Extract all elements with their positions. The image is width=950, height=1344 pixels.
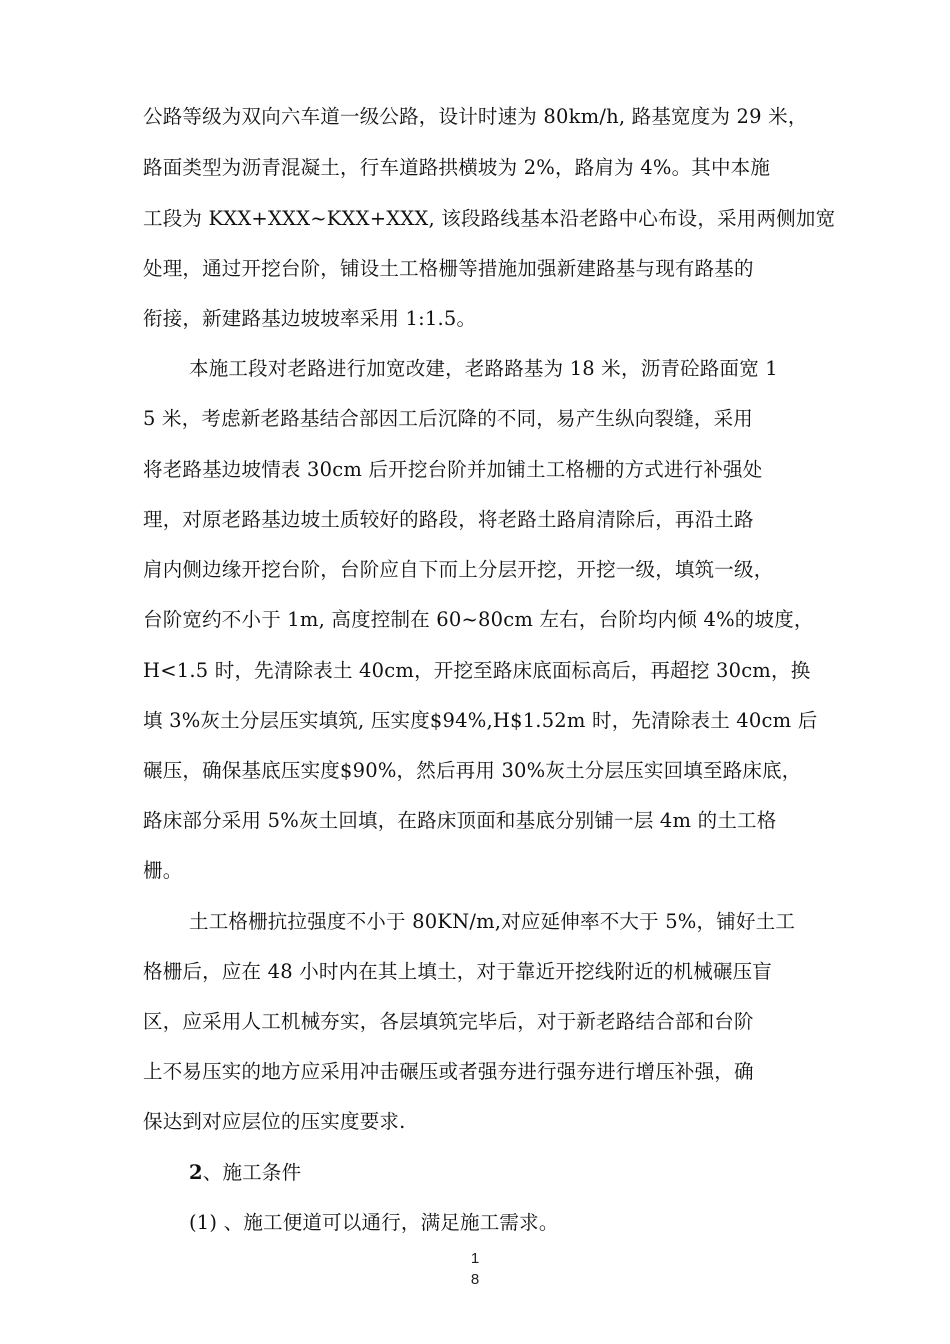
text-line: 上不易压实的地方应采用冲击碾压或者强夯进行强夯进行增压补强，确 [143, 1060, 754, 1083]
page-number-line-1: 1 [470, 1250, 480, 1267]
text-line: 公路等级为双向六车道一级公路，设计时速为 80km/h, 路基宽度为 29 米， [143, 105, 808, 128]
text-line: 保达到对应层位的压实度要求. [143, 1110, 406, 1133]
text-line: 台阶宽约不小于 1m, 高度控制在 60~80cm 左右，台阶均内倾 4%的坡度， [143, 608, 814, 631]
page-number-line-2: 8 [470, 1271, 480, 1288]
text-line: 处理，通过开挖台阶，铺设土工格栅等措施加强新建路基与现有路基的 [143, 257, 754, 280]
text-line: 路床部分采用 5%灰土回填，在路床顶面和基底分别铺一层 4m 的土工格 [143, 809, 777, 832]
list-item: (1) 、施工便道可以通行，满足施工需求。 [189, 1211, 559, 1234]
section-heading-number: 2 [189, 1161, 203, 1184]
text-line: 理，对原老路基边坡土质较好的路段，将老路土路肩清除后，再沿土路 [143, 508, 754, 531]
text-line: 将老路基边坡情表 30cm 后开挖台阶并加铺土工格栅的方式进行补强处 [143, 458, 763, 481]
text-line: 栅。 [143, 859, 183, 882]
text-line: 衔接，新建路基边坡坡率采用 1:1.5。 [143, 307, 477, 330]
text-line: 5 米，考虑新老路基结合部因工后沉降的不同，易产生纵向裂缝，采用 [143, 407, 754, 430]
section-heading-text: 、施工条件 [202, 1161, 302, 1184]
text-line: 土工格栅抗拉强度不小于 80KN/m,对应延伸率不大于 5%，铺好土工 [189, 910, 796, 933]
text-line: 填 3%灰土分层压实填筑, 压实度$94%,H$1.52m 时，先清除表土 40cm 后 [143, 709, 818, 732]
text-line: H<1.5 时，先清除表土 40cm，开挖至路床底面标高后，再超挖 30cm，换 [143, 659, 811, 682]
text-line: 工段为 KXX+XXX~KXX+XXX, 该段路线基本沿老路中心布设，采用两侧加宽 [143, 207, 836, 230]
text-line: 肩内侧边缘开挖台阶，台阶应自下而上分层开挖，开挖一级，填筑一级， [143, 558, 774, 581]
text-line: 区，应采用人工机械夯实，各层填筑完毕后，对于新老路结合部和台阶 [143, 1010, 754, 1033]
text-line: 本施工段对老路进行加宽改建，老路路基为 18 米，沥青砼路面宽 1 [189, 357, 778, 380]
text-line: 路面类型为沥青混凝土，行车道路拱横坡为 2%，路肩为 4%。其中本施 [143, 156, 771, 179]
text-line: 格栅后，应在 48 小时内在其上填土，对于靠近开挖线附近的机械碾压盲 [143, 960, 773, 983]
section-heading [189, 1160, 909, 1186]
text-line: 碾压，确保基底压实度$90%，然后再用 30%灰土分层压实回填至路床底， [143, 759, 802, 782]
